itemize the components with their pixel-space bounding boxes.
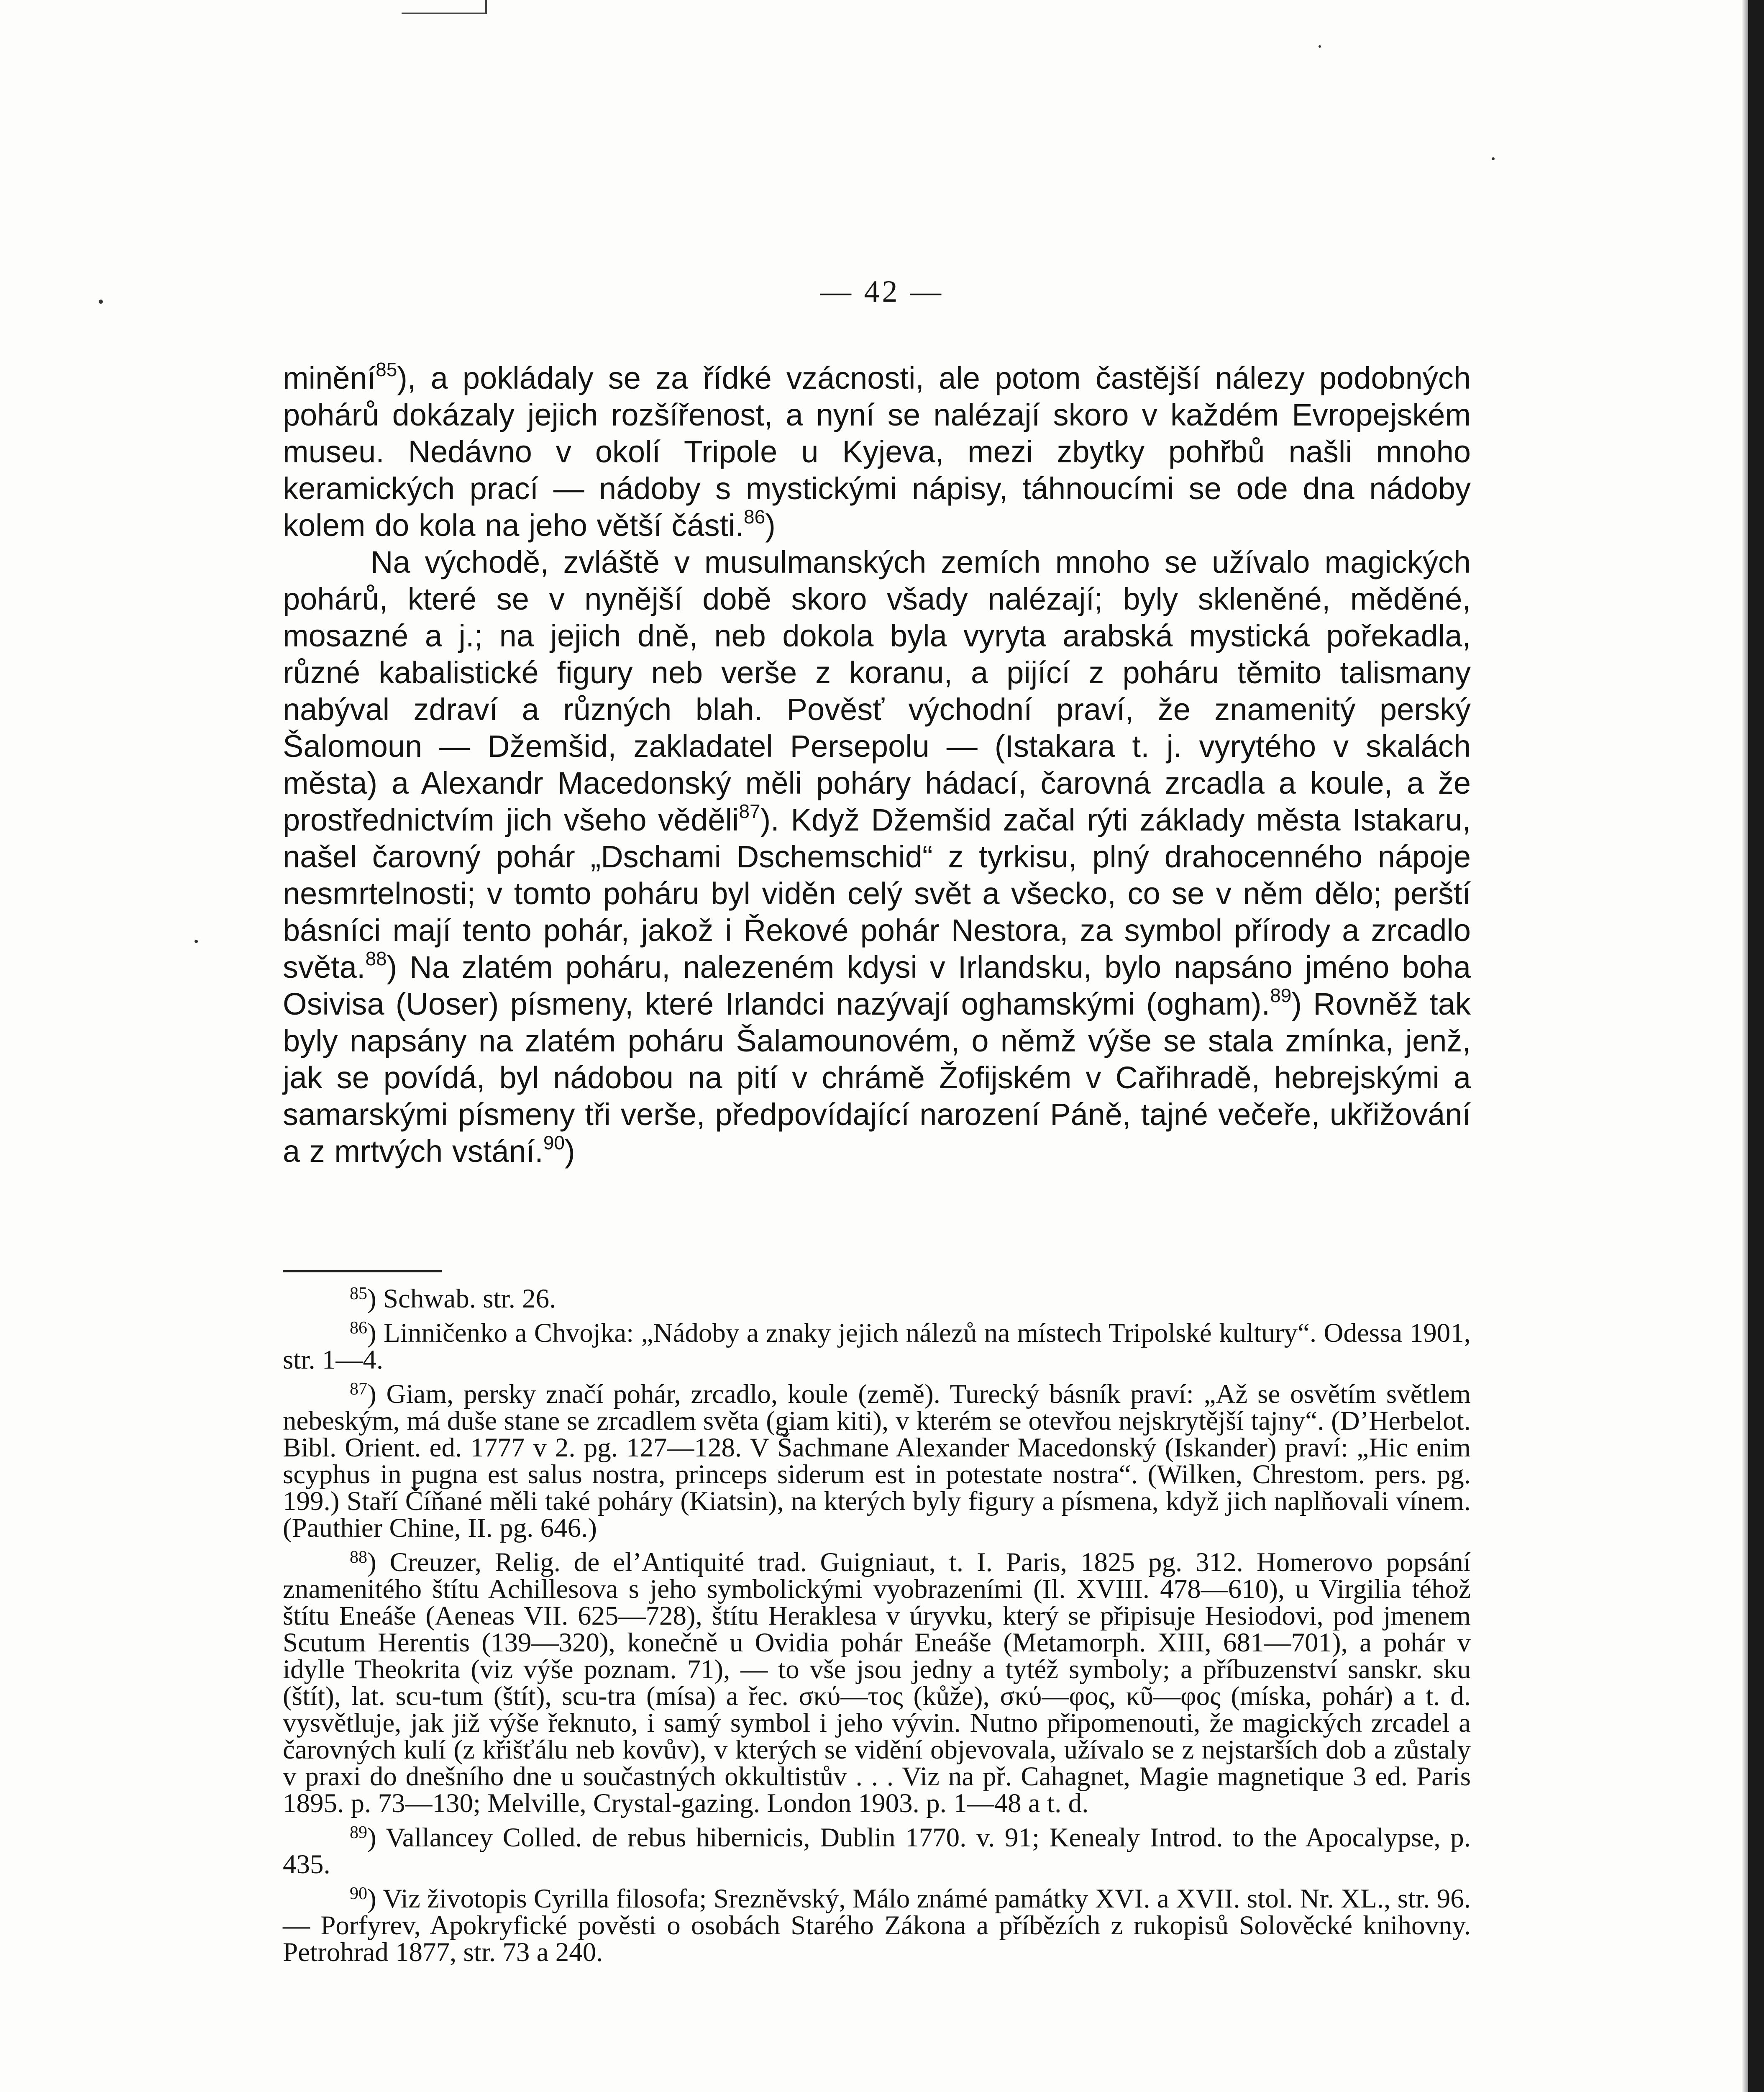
footnote: [283, 1320, 1471, 1373]
scan-edge-shadow: [1742, 0, 1748, 2092]
footnotes: [283, 1285, 1471, 1973]
footnote-text: Giam, persky značí pohár, zrcadlo, koule (země). Turecký básník praví: „Až se osvětím světlem nebeským, má duše stane se zrcadlem světa (giam kiti), v kterém se otevřou nejskrytější tajny“. (D’Herbelot. Bibl. Orient. ed. 1777 v 2. pg. 127—128. V Šachmane Alexander Macedonský (Iskander) praví: „Hic enim scyphus in pugna est salus nostra, princeps siderum est in potestate nostra“. (Wilken, Chrestom. pers. pg. 199.) Staří Číňané měli také poháry (Kiatsin), na kterých byly figury a písmena, když jich naplňovali vínem. (Pauthier Chine, II. pg. 646.): [283, 1379, 1471, 1543]
paragraph-text: ) Rovněž tak byly napsány na zlatém poháru Šalamounovém, o němž výše se stala zmínka, jenž, jak se povídá, byl nádobou na pití v chrámě Žofijském v Cařihradě, hebrejskými a samarskými písmeny tři verše, předpovídající narození Páně, tajné večeře, ukřižování a z mrtvých vstání.: [283, 987, 1471, 1169]
footnote-number: 87: [350, 1379, 367, 1399]
paragraph-text: ). Když Džemšid začal rýti základy města Istakaru, našel čarovný pohár „Dschami Dschemschid“ z tyrkisu, plný drahocenného nápoje nesmrtelnosti; v tomto poháru byl viděn celý svět a všecko, co se v něm dělo; perští básníci mají tento pohár, jakož i Řekové pohár Nestora, za symbol přírody a zrcadlo světa.: [283, 802, 1471, 984]
footnote-number: 90: [350, 1884, 367, 1903]
footnote-number-paren: ): [367, 1547, 376, 1577]
footnote-text: Schwab. str. 26.: [376, 1284, 556, 1314]
footnote: [283, 1381, 1471, 1541]
footnote-reference: 85: [376, 359, 397, 380]
paragraph-text: ): [565, 1134, 575, 1169]
footnote-number: 89: [350, 1823, 367, 1842]
footnote-number: 88: [350, 1548, 367, 1567]
footnote-text: Vallancey Colled. de rebus hibernicis, Dublin 1770. v. 91; Kenealy Introd. to the Apocalypse, p. 435.: [283, 1823, 1471, 1879]
footnote-number-paren: ): [367, 1318, 376, 1348]
paragraph-text: ), a pokládaly se za řídké vzácnosti, ale potom častější nálezy podobných pohárů dokázaly jejich rozšířenost, a nyní se nalézají skoro v každém Evropejském museu. Nedávno v okolí Tripole u Kyjeva, mezi zbytky pohřbů našli mnoho keramických prací — nádoby s mystickými nápisy, táhnoucími se ode dna nádoby kolem do kola na jeho větší části.: [283, 361, 1471, 543]
footnote: [283, 1885, 1471, 1966]
scan-speck: [1492, 157, 1495, 160]
footnote: [283, 1549, 1471, 1817]
footnote-number-paren: ): [367, 1884, 376, 1914]
footnote-reference: 90: [543, 1132, 565, 1154]
scan-speck: [195, 940, 198, 943]
paragraph-text: Na východě, zvláště v musulmanských zemích mnoho se užívalo magických pohárů, které se v nynější době skoro všady nalézají; byly skleněné, měděné, mosazné a j.; na jejich dně, neb dokola byla vyryta arabská mystická pořekadla, různé kabalistické figury neb verše z koranu, a pijící z poháru těmito talismany nabýval zdraví a různých blah. Pověsť východní praví, že znamenitý perský Šalomoun — Džemšid, zakladatel Persepolu — (Istakara t. j. vyrytého v skalách města) a Alexandr Macedonský měli poháry hádací, čarovná zrcadla a koule, a že prostřednictvím jich všeho věděli: [283, 545, 1471, 837]
footnote-number-paren: ): [367, 1379, 376, 1409]
footnote-reference: 86: [744, 506, 766, 528]
footnote-text: Creuzer, Relig. de el’Antiquité trad. Guigniaut, t. I. Paris, 1825 pg. 312. Homerovo popsání znamenitého štítu Achillesova s jeho symbolickými vyobrazeními (Il. XVIII. 478—610), u Virgilia téhož štítu Eneáše (Aeneas VII. 625—728), štítu Heraklesa v úryvku, který se připisuje Hesiodovi, pod jmenem Scutum Herentis (139—320), konečně u Ovidia pohár Eneáše (Metamorph. XIII, 681—701), a pohár v idylle Theokrita (viz výše poznam. 71), — to vše jsou jedny a tytéž symboly; a příbuzenství sanskr. sku (štít), lat. scu-tum (štít), scu-tra (mísa) a řec. σκύ—τος (kůže), σκύ—φος, κῦ—φος (míska, pohár) a t. d. vysvětluje, jak již výše řeknuto, i samý symbol i jeho vývin. Nutno připomenouti, že magických zrcadel a čarovných kulí (z křišťálu neb kovův), v kterých se vidění objevovala, užívalo se z nejstarších dob a zůstaly v praxi do dnešního dne u součastných okkultistův . . . Viz na př. Cahagnet, Magie magnetique 3 ed. Paris 1895. p. 73—130; Melville, Crystal-gazing. London 1903. p. 1—48 a t. d.: [283, 1547, 1471, 1818]
scan-corner-mark: [402, 0, 487, 14]
footnote: [283, 1824, 1471, 1878]
footnote-number: 85: [350, 1284, 367, 1303]
footnote-reference: 87: [739, 800, 760, 822]
paragraph-text: ): [765, 508, 776, 543]
page-number: — 42 —: [820, 274, 944, 309]
footnote-reference: 89: [1270, 984, 1292, 1006]
footnote-number: 86: [350, 1318, 367, 1338]
paragraph-text: minění: [283, 361, 376, 395]
scan-edge-border: [1748, 0, 1764, 2092]
body-text: [283, 360, 1471, 1170]
footnote-number-paren: ): [367, 1284, 376, 1314]
footnote-reference: 88: [365, 948, 387, 969]
footnote-text: Linničenko a Chvojka: „Nádoby a znaky jejich nálezů na místech Tripolské kultury“. Odessa 1901, str. 1—4.: [283, 1318, 1471, 1375]
footnote-text: Viz životopis Cyrilla filosofa; Sreznĕvský, Málo známé památky XVI. a XVII. stol. Nr. XL., str. 96. — Porfyrev, Apokryfické pověsti o osobách Starého Zákona a příbězích z rukopisů Solověcké knihovny. Petrohrad 1877, str. 73 a 240.: [283, 1884, 1471, 1967]
footnote: [283, 1285, 1471, 1312]
footnote-number-paren: ): [367, 1823, 376, 1853]
paragraph-2: [283, 544, 1471, 1170]
scan-speck: [1319, 45, 1321, 48]
paragraph-1: [283, 360, 1471, 544]
footnote-separator-rule: [283, 1270, 442, 1272]
paragraph-text: ) Na zlatém poháru, nalezeném kdysi v Irlandsku, bylo napsáno jméno boha Osivisa (Uoser) písmeny, které Irlandci nazývají oghamskými (ogham).: [283, 950, 1471, 1021]
